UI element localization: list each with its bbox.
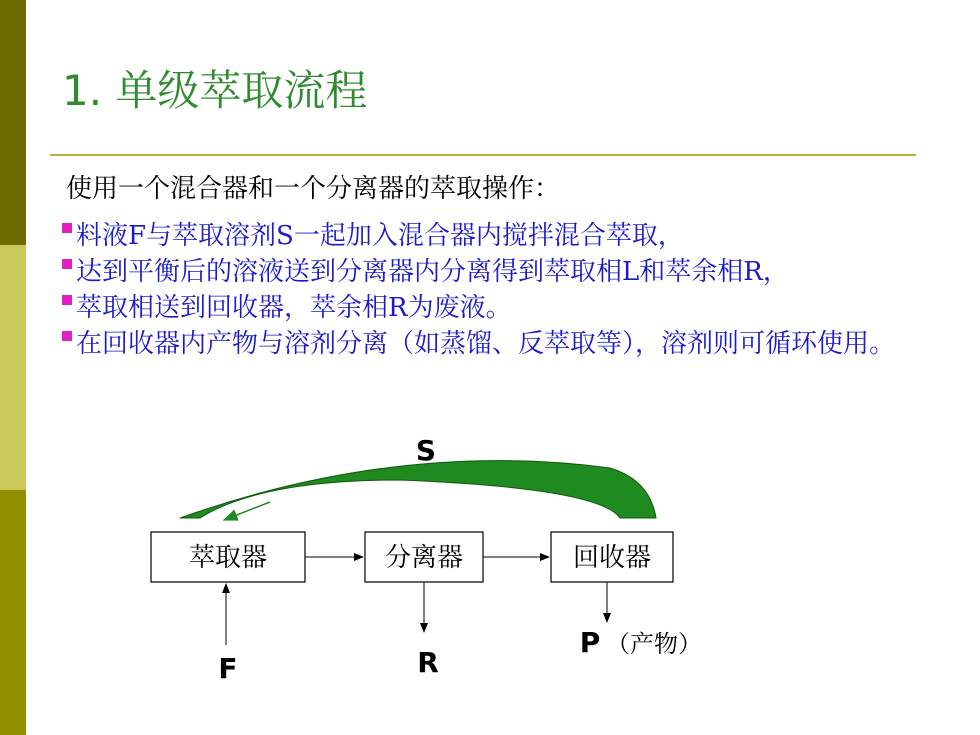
label-r: R	[417, 646, 439, 679]
recovery-label: 回收器	[572, 543, 652, 573]
label-p: P	[579, 626, 601, 659]
recycle-arrow-line	[224, 502, 270, 520]
intro-text: 使用一个混合器和一个分离器的萃取操作：	[66, 174, 561, 204]
bullet-text: 料液F与萃取溶剂S一起加入混合器内搅拌混合萃取，	[76, 221, 684, 251]
bullet-text: 萃取相送到回收器，萃余相R为废液。	[76, 293, 512, 323]
bullet-text: 达到平衡后的溶液送到分离器内分离得到萃取相L和萃余相R，	[76, 257, 789, 287]
extractor-label: 萃取器	[188, 543, 268, 573]
label-f: F	[218, 652, 238, 685]
label-product-note: （产物）	[606, 630, 702, 658]
bullet-text: 在回收器内产物与溶剂分离（如蒸馏、反萃取等），溶剂则可循环使用。	[76, 329, 896, 359]
slide-title: 1. 单级萃取流程	[62, 66, 368, 115]
separator-label: 分离器	[384, 543, 464, 573]
label-s: S	[415, 434, 437, 467]
